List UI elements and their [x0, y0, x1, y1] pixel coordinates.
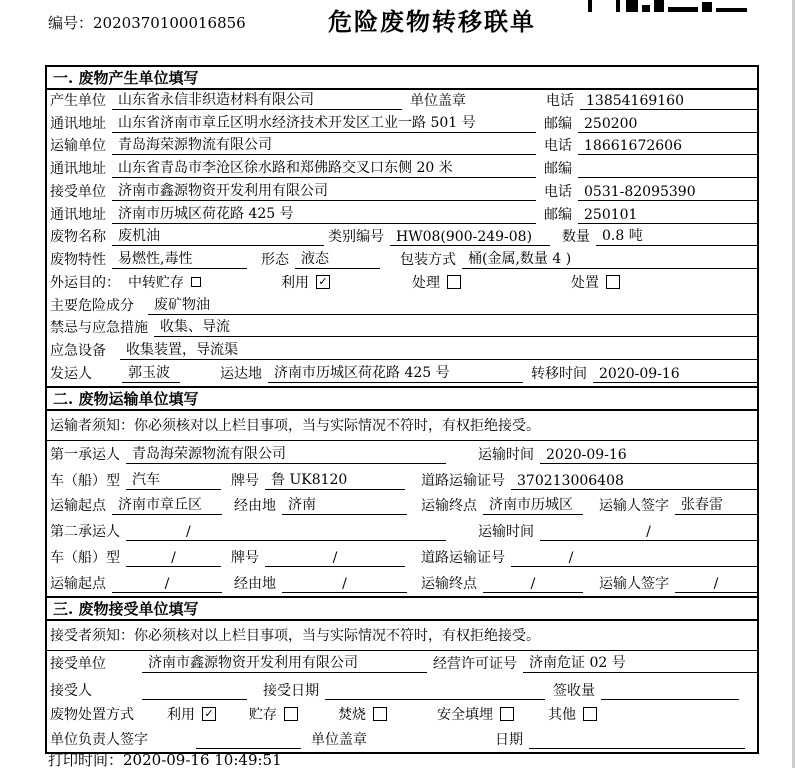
carrier1-label: 第一承运人 [50, 446, 120, 463]
route-via2: / [282, 576, 407, 593]
permit-label: 道路运输证号 [421, 549, 505, 566]
waste-code-label: 类别编号 [328, 229, 384, 246]
taboo-value: 收集、导流 [154, 316, 757, 337]
receiver-address-value: 济南市历城区荷花路 425 号 [112, 203, 536, 224]
option-label: 利用 [167, 706, 195, 723]
option-label: 处置 [571, 274, 599, 291]
producer-phone: 13854169160 [580, 93, 757, 110]
option-label: 焚烧 [338, 706, 366, 723]
checkbox-unchecked [284, 707, 298, 721]
pack-value: 桶(金属,数量 4 ) [462, 248, 757, 269]
waste-code: HW08(900-249-08) [390, 229, 550, 246]
character-label: 废物特性 [50, 252, 106, 269]
license-label: 经营许可证号 [433, 655, 517, 672]
row-carrier2 [47, 518, 757, 544]
option-label: 中转贮存 [128, 274, 184, 291]
row-route1 [47, 493, 757, 519]
disposal-option-burn [338, 704, 387, 724]
hazard-value: 废矿物油 [148, 294, 757, 315]
receiver-label: 接受单位 [50, 183, 106, 200]
vehicle-type: 汽车 [126, 469, 221, 490]
producer-zip: 250200 [578, 116, 757, 133]
equipment-value: 收集装置，导流渠 [120, 339, 757, 360]
checkbox-unchecked [373, 707, 387, 721]
fragment-block [626, 0, 638, 12]
accept-date-label: 接受日期 [263, 682, 319, 699]
print-time-value: 2020-09-16 10:49:51 [123, 751, 282, 769]
route-end-label: 运输终点 [421, 498, 477, 515]
destination-label: 运达地 [220, 365, 262, 382]
vehicle-type2: / [126, 550, 221, 567]
dispatcher-label: 发运人 [50, 365, 92, 382]
zip-label: 邮编 [544, 161, 572, 178]
checkbox-unchecked [606, 275, 620, 289]
transport-time-label: 运输时间 [478, 524, 534, 541]
option-label: 利用 [281, 274, 309, 291]
taboo-label: 禁忌与应急措施 [50, 320, 148, 337]
row-purpose [47, 272, 757, 295]
fragment-block [588, 0, 620, 12]
section1-heading: 一. 废物产生单位填写 [47, 67, 757, 90]
row-receiver-address [47, 204, 757, 227]
route-via-label: 经由地 [234, 498, 276, 515]
accept-person [142, 685, 247, 700]
disposal-option-other [548, 704, 597, 724]
purpose-option-transfer [128, 272, 201, 292]
permit-value: 370213006408 [511, 473, 757, 490]
transport-time2: / [540, 524, 757, 541]
phone-label: 电话 [544, 183, 572, 200]
character-value: 易燃性,毒性 [112, 248, 247, 269]
route-end2: / [483, 576, 583, 593]
row-accept-unit [47, 651, 757, 676]
date-label: 日期 [495, 731, 523, 748]
transfer-time: 2020-09-16 [593, 366, 757, 383]
accept-unit-value: 济南市鑫源物资开发利用有限公司 [142, 652, 427, 673]
producer-address-value: 山东省济南市章丘区明水经济技术开发区工业一路 501 号 [112, 112, 536, 133]
transporter-notice: 运输者须知：你必须核对以上栏目事项，当与实际情况不符时，有权拒绝接受。 [47, 411, 757, 441]
route-start2: / [112, 576, 222, 593]
checkbox-unchecked [500, 707, 514, 721]
purpose-option-use [281, 272, 330, 292]
option-label: 贮存 [249, 706, 277, 723]
address-label: 通讯地址 [50, 115, 106, 132]
transfer-form [45, 65, 759, 754]
clipped-text-fragment [588, 0, 748, 12]
row-dispatch [47, 363, 757, 386]
disposal-option-landfill [437, 704, 514, 724]
accept-date [325, 685, 545, 700]
purpose-label: 外运目的： [50, 274, 120, 291]
form-state-label: 形态 [261, 252, 289, 269]
row-carrier1 [47, 441, 757, 467]
permit-line2 [631, 552, 757, 567]
receiver-notice: 接受者须知：你必须核对以上栏目事项，当与实际情况不符时，有权拒绝接受。 [47, 621, 757, 651]
transporter-label: 运输单位 [50, 138, 106, 155]
waste-name-label: 废物名称 [50, 229, 106, 246]
route-start: 济南市章丘区 [112, 494, 222, 515]
vehicle-type-label: 车（船）型 [50, 549, 120, 566]
checkbox-unchecked [191, 277, 201, 287]
row-unit-sign [47, 727, 757, 752]
address-label: 通讯地址 [50, 161, 106, 178]
equipment-label: 应急设备 [50, 343, 106, 360]
receiver-zip: 250101 [578, 207, 757, 224]
plate-value: 鲁 UK8120 [265, 469, 405, 490]
phone-label: 电话 [546, 92, 574, 109]
option-label: 安全填埋 [437, 706, 493, 723]
waste-qty-label: 数量 [562, 229, 590, 246]
section2-heading: 二. 废物运输单位填写 [47, 386, 757, 411]
license-value: 济南危证 02 号 [523, 652, 757, 673]
destination-value: 济南市历城区荷花路 425 号 [268, 362, 523, 383]
plate-label: 牌号 [231, 472, 259, 489]
row-taboo [47, 318, 757, 341]
print-time [48, 749, 282, 770]
row-vehicle1 [47, 467, 757, 493]
carrier2-value: / [126, 524, 446, 541]
zip-label: 邮编 [544, 115, 572, 132]
row-producer [47, 90, 757, 113]
route-sign-label: 运输人签字 [599, 498, 669, 515]
transfer-time-label: 转移时间 [531, 365, 587, 382]
checkbox-checked: ✓ [316, 275, 330, 289]
plate-label: 牌号 [231, 549, 259, 566]
receiver-value: 济南市鑫源物资开发利用有限公司 [112, 180, 536, 201]
dispatcher-value: 郭玉波 [122, 362, 180, 383]
form-title: 危险废物转移联单 [328, 7, 536, 36]
doc-number [48, 12, 246, 33]
row-producer-address [47, 113, 757, 136]
transporter-value: 青岛海荣源物流有限公司 [112, 134, 536, 155]
right-edge-strip [792, 0, 795, 768]
row-character [47, 249, 757, 272]
purpose-option-dispose [571, 272, 620, 292]
disposal-label: 废物处置方式 [50, 706, 134, 723]
unit-sign-label: 单位负责人签字 [50, 731, 148, 748]
row-route2 [47, 570, 757, 596]
permit-value2: / [511, 550, 631, 567]
print-time-label: 打印时间： [48, 751, 124, 769]
disposal-option-store [249, 704, 298, 724]
route-end-label: 运输终点 [421, 575, 477, 592]
producer-value: 山东省永信非织造材料有限公司 [112, 89, 402, 110]
date-value [529, 734, 745, 749]
unit-sign-value [196, 734, 301, 749]
route-sign-label: 运输人签字 [599, 575, 669, 592]
accept-amount-label: 签收量 [553, 682, 595, 699]
row-disposal [47, 703, 757, 727]
row-hazard [47, 295, 757, 318]
fragment-block [716, 8, 747, 12]
checkbox-unchecked [583, 707, 597, 721]
waste-name: 废机油 [112, 225, 324, 246]
route-sign2: / [675, 576, 757, 593]
doc-number-label: 编号： [48, 14, 94, 32]
route-sign: 张春雷 [675, 494, 757, 515]
route-start-label: 运输起点 [50, 575, 106, 592]
route-start-label: 运输起点 [50, 498, 106, 515]
row-accept-person [47, 676, 757, 703]
fragment-block [654, 0, 664, 12]
unit-seal-label: 单位盖章 [410, 92, 466, 109]
route-end: 济南市历城区 [483, 494, 583, 515]
waste-qty: 0.8 吨 [596, 225, 757, 246]
checkbox-unchecked [447, 275, 461, 289]
phone-label: 电话 [544, 138, 572, 155]
accept-unit-label: 接受单位 [50, 655, 106, 672]
receiver-phone: 0531-82095390 [578, 184, 757, 201]
disposal-option-use [167, 704, 216, 724]
purpose-option-treat [412, 272, 461, 292]
doc-number-value: 2020370100016856 [93, 14, 246, 32]
row-equipment [47, 340, 757, 363]
checkbox-checked: ✓ [202, 707, 216, 721]
transport-time: 2020-09-16 [540, 447, 757, 464]
form-state: 液态 [295, 248, 380, 269]
row-vehicle2 [47, 544, 757, 570]
fragment-block [702, 2, 712, 12]
row-waste [47, 227, 757, 250]
transport-time-label: 运输时间 [478, 446, 534, 463]
carrier1-value: 青岛海荣源物流有限公司 [126, 443, 446, 464]
permit-label: 道路运输证号 [421, 472, 505, 489]
option-label: 处理 [412, 274, 440, 291]
section3-heading: 三. 废物接受单位填写 [47, 596, 757, 621]
row-transporter [47, 136, 757, 159]
row-transporter-address [47, 158, 757, 181]
unit-seal-label: 单位盖章 [311, 731, 367, 748]
route-via-label: 经由地 [234, 575, 276, 592]
accept-amount [601, 685, 739, 700]
accept-person-label: 接受人 [50, 682, 92, 699]
hazard-label: 主要危险成分 [50, 297, 134, 314]
fragment-block [668, 7, 698, 12]
pack-label: 包装方式 [400, 252, 456, 269]
row-receiver [47, 181, 757, 204]
fragment-block [642, 5, 650, 12]
transporter-zip [578, 163, 757, 178]
vehicle-type-label: 车（船）型 [50, 472, 120, 489]
zip-label: 邮编 [544, 206, 572, 223]
route-via: 济南 [282, 494, 407, 515]
producer-label: 产生单位 [50, 92, 106, 109]
plate-value2: / [265, 550, 405, 567]
option-label: 其他 [548, 706, 576, 723]
transporter-address-value: 山东省青岛市李沧区徐水路和郑佛路交叉口东侧 20 米 [112, 157, 536, 178]
transporter-phone: 18661672606 [578, 138, 757, 155]
carrier2-label: 第二承运人 [50, 524, 120, 541]
address-label: 通讯地址 [50, 206, 106, 223]
